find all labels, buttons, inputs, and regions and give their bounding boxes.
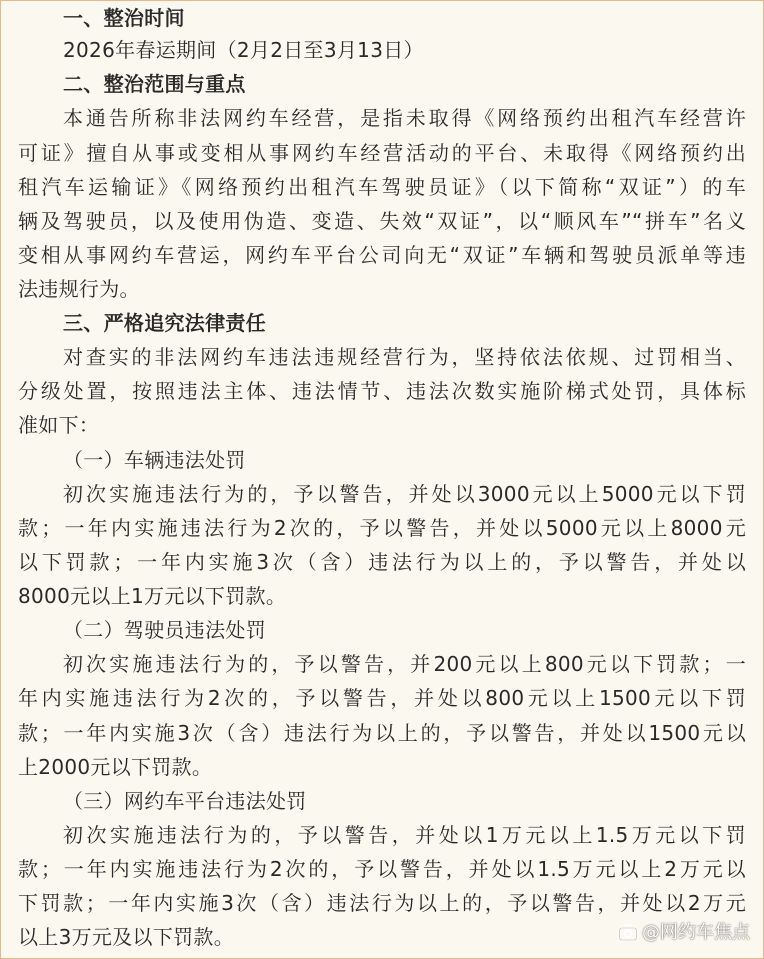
text-line: 2026年春运期间（2月2日至3月13日） bbox=[63, 38, 424, 62]
heading-rectification-time: 一、整治时间 bbox=[63, 6, 185, 30]
text-line: 分级处置，按照违法主体、违法情节、违法次数实施阶梯式处罚，具体标 bbox=[18, 379, 746, 403]
text-line: 初次实施违法行为的，予以警告，并200元以上800元以下罚款；一 bbox=[63, 652, 746, 676]
text-line: 准如下： bbox=[18, 413, 100, 437]
text-line: 辆及驾驶员，以及使用伪造、变造、失效“双证”，以“顺风车”“拼车”名义 bbox=[18, 209, 746, 233]
subheading-vehicle-penalty: （一）车辆违法处罚 bbox=[63, 448, 246, 472]
text-line: 法违规行为。 bbox=[18, 277, 140, 301]
text-line: 款；一年内实施3次（含）违法行为以上的，予以警告，并处以1500元以 bbox=[18, 721, 746, 745]
text-line: 上2000元以下罚款。 bbox=[18, 755, 213, 779]
subheading-platform-penalty: （三）网约车平台违法处罚 bbox=[63, 789, 307, 813]
text-line: 款；一年内实施违法行为2次的，予以警告，并处以1.5万元以上2万元以 bbox=[18, 857, 746, 881]
text-line: 可证》擅自从事或变相从事网约车经营活动的平台、未取得《网络预约出 bbox=[18, 141, 746, 165]
text-line: 下罚款；一年内实施3次（含）违法行为以上的，予以警告，并处以2万元 bbox=[18, 891, 746, 915]
watermark bbox=[618, 918, 750, 948]
heading-legal-responsibility: 三、严格追究法律责任 bbox=[63, 311, 266, 335]
text-line: 租汽车运输证》《网络预约出租汽车驾驶员证》（以下简称“双证”）的车 bbox=[18, 175, 746, 199]
subheading-driver-penalty: （二）驾驶员违法处罚 bbox=[63, 618, 266, 642]
text-line: 初次实施违法行为的，予以警告，并处以1万元以上1.5万元以下罚 bbox=[63, 823, 746, 847]
camera-icon bbox=[618, 923, 638, 943]
text-line: 以上3万元及以下罚款。 bbox=[18, 925, 235, 949]
text-line: 款；一年内实施违法行为2次的，予以警告，并处以5000元以上8000元 bbox=[18, 516, 746, 540]
text-line: 本通告所称非法网约车经营，是指未取得《网络预约出租汽车经营许 bbox=[63, 106, 746, 130]
heading-scope-and-focus: 二、整治范围与重点 bbox=[63, 72, 246, 96]
text-line: 8000元以上1万元以下罚款。 bbox=[18, 584, 287, 608]
text-line: 对查实的非法网约车违法违规经营行为，坚持依法依规、过罚相当、 bbox=[63, 345, 746, 369]
text-line: 年内实施违法行为2次的，予以警告，并处以800元以上1500元以下罚 bbox=[18, 686, 746, 710]
text-line: 以下罚款；一年内实施3次（含）违法行为以上的，予以警告，并处以 bbox=[18, 550, 746, 574]
text-line: 变相从事网约车营运，网约车平台公司向无“双证”车辆和驾驶员派单等违 bbox=[18, 243, 746, 267]
text-line: 初次实施违法行为的，予以警告，并处以3000元以上5000元以下罚 bbox=[63, 482, 746, 506]
watermark-text: @网约车焦点 bbox=[642, 922, 750, 943]
